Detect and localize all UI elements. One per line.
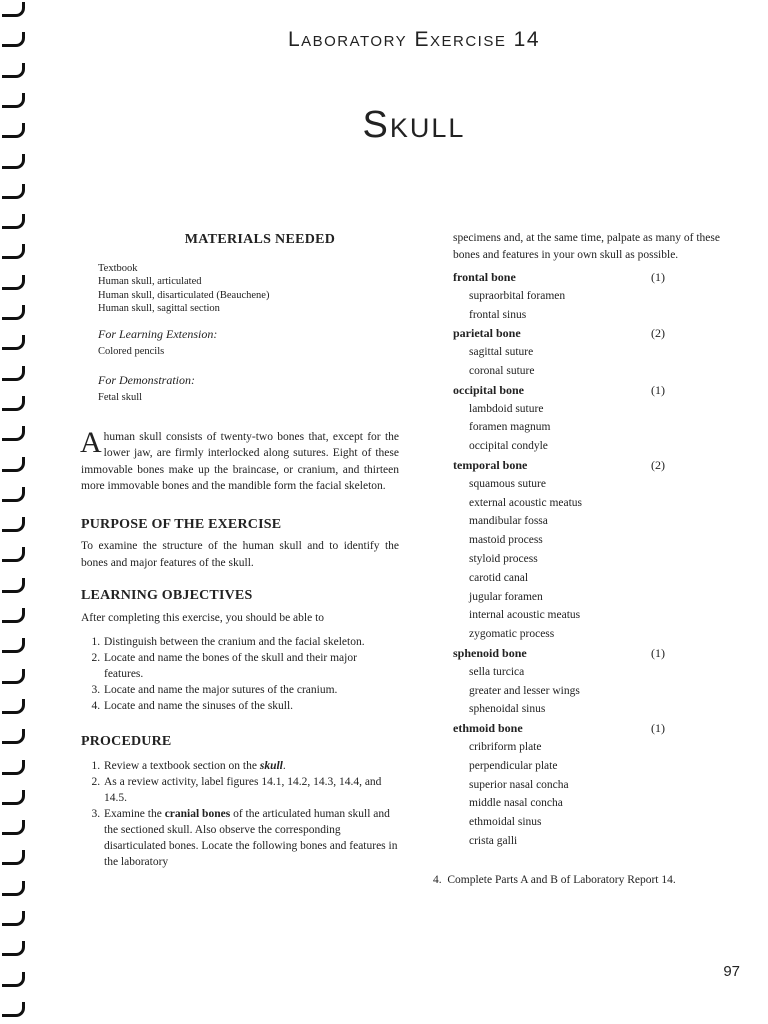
step-text: Complete Parts A and B of Laboratory Report 14.: [447, 874, 676, 886]
procedure-heading: PROCEDURE: [81, 734, 172, 749]
procedure-step-4: [433, 872, 743, 888]
binding-coil: [2, 850, 25, 865]
bone-group: [453, 644, 733, 719]
binding-coil: [2, 578, 25, 593]
bone-feature: perpendicular plate: [469, 759, 558, 772]
learning-extension-list: [98, 345, 399, 359]
bone-feature: mandibular fossa: [469, 515, 548, 528]
bone-feature: sella turcica: [469, 665, 525, 678]
binding-coil: [2, 2, 25, 17]
step-emphasis: skull: [259, 759, 283, 772]
bone-feature: sagittal suture: [469, 346, 534, 359]
binding-coil: [2, 396, 25, 411]
material-item: Textbook: [98, 262, 138, 274]
binding-coil: [2, 214, 25, 229]
bone-row: [453, 381, 733, 400]
bone-feature: internal acoustic meatus: [469, 609, 581, 622]
bone-count: (1): [651, 721, 665, 736]
procedure-step: [103, 758, 399, 774]
bone-feature: greater and lesser wings: [469, 684, 580, 697]
demonstration-list: [98, 391, 399, 405]
bone-feature: occipital condyle: [469, 440, 548, 453]
binding-coil: [2, 335, 25, 350]
binding-coil: [2, 881, 25, 896]
step-text: Review a textbook section on the: [104, 759, 260, 772]
left-column: [81, 232, 399, 870]
binding-coil: [2, 366, 25, 381]
bone-feature: crista galli: [469, 834, 518, 847]
bone-count: (1): [651, 645, 665, 660]
bone-name: temporal bone: [453, 457, 528, 472]
drop-cap: A: [80, 425, 102, 459]
bone-feature: cribriform plate: [469, 740, 542, 753]
binding-coil: [2, 790, 25, 805]
purpose-text: To examine the structure of the human skull and to identify the bones and major features of the skull.: [81, 540, 399, 569]
lab-exercise-title: Laboratory Exercise 14: [287, 28, 541, 51]
bone-row: [453, 268, 733, 287]
right-column: [453, 230, 733, 851]
objective-item: 4. Locate and name the sinuses of the skull.: [103, 698, 399, 714]
objectives-heading: LEARNING OBJECTIVES: [81, 588, 253, 603]
bone-feature: supraorbital foramen: [469, 289, 566, 302]
materials-heading: MATERIALS NEEDED: [184, 232, 336, 247]
bone-count: (2): [651, 457, 665, 472]
bone-feature: middle nasal concha: [469, 797, 563, 810]
bone-name: parietal bone: [453, 326, 521, 341]
bone-group: [453, 719, 733, 851]
bone-group: [453, 381, 733, 456]
intro-text: human skull consists of twenty-two bones that, except for the lower jaw, are firmly interlocked along sutures. Eight of these immovable bones make up the braincase, or cranium, and thirteen more immovable bones and the mandible form the facial skeleton.: [81, 430, 399, 492]
binding-coil: [2, 487, 25, 502]
materials-list: [98, 262, 399, 316]
bone-feature: styloid process: [469, 552, 538, 565]
binding-coil: [2, 457, 25, 472]
material-item: Colored pencils: [98, 346, 165, 357]
procedure-step: [103, 806, 399, 870]
binding-coil: [2, 154, 25, 169]
binding-coil: [2, 760, 25, 775]
learning-extension-label: For Learning Extension:: [98, 326, 218, 341]
bone-feature: jugular foramen: [469, 590, 543, 603]
binding-coil: [2, 729, 25, 744]
page-title: Skull: [362, 104, 466, 146]
bone-feature: lambdoid suture: [469, 402, 544, 415]
bone-row: [453, 644, 733, 663]
bone-list: [453, 268, 733, 851]
bone-row: [453, 719, 733, 738]
binding-coil: [2, 547, 25, 562]
objective-item: 1. Distinguish between the cranium and the facial skeleton.: [103, 634, 399, 650]
binding-coil: [2, 972, 25, 987]
material-item: Human skull, articulated: [98, 276, 202, 287]
demonstration-label: For Demonstration:: [98, 372, 195, 387]
binding-coil: [2, 608, 25, 623]
intro-paragraph: [80, 425, 399, 495]
step-text: .: [282, 759, 286, 772]
bone-feature: superior nasal concha: [469, 778, 569, 791]
objective-item: 3. Locate and name the major sutures of the cranium.: [103, 682, 399, 698]
binding-coil: [2, 941, 25, 956]
bone-name: frontal bone: [453, 270, 516, 284]
bone-feature: ethmoidal sinus: [469, 816, 542, 829]
binding-coil: [2, 638, 25, 653]
bone-row: [453, 456, 733, 475]
page-number: 97: [723, 963, 740, 980]
binding-coil: [2, 244, 25, 259]
bone-row: [453, 324, 733, 343]
bone-feature: carotid canal: [469, 571, 529, 584]
bone-feature: coronal suture: [469, 364, 535, 377]
binding-coil: [2, 911, 25, 926]
spiral-binding: [0, 0, 26, 1024]
binding-coil: [2, 517, 25, 532]
binding-coil: [2, 426, 25, 441]
procedure-step: 2. As a review activity, label figures 14.1, 14.2, 14.3, 14.4, and 14.5.: [103, 774, 399, 806]
bone-group: [453, 268, 733, 324]
bone-feature: external acoustic meatus: [469, 496, 583, 509]
bone-feature: frontal sinus: [469, 308, 527, 321]
binding-coil: [2, 63, 25, 78]
bone-group: [453, 456, 733, 644]
binding-coil: [2, 305, 25, 320]
step-text: of the articulated human skull and the sectioned skull. Also observe the corresponding disarticulated bones. Locate the following bones and features in the laboratory: [104, 807, 398, 868]
binding-coil: [2, 669, 25, 684]
binding-coil: [2, 820, 25, 835]
bone-feature: sphenoidal sinus: [469, 703, 546, 716]
bone-count: (1): [651, 382, 665, 397]
bone-count: (2): [651, 326, 665, 341]
procedure-list: [81, 758, 399, 870]
procedure-continuation: specimens and, at the same time, palpate as many of these bones and features in your own skull as possible.: [453, 232, 720, 261]
bone-name: occipital bone: [453, 382, 524, 397]
material-item: Fetal skull: [98, 392, 143, 403]
material-item: Human skull, sagittal section: [98, 303, 220, 314]
bone-feature: foramen magnum: [469, 421, 551, 434]
binding-coil: [2, 699, 25, 714]
binding-coil: [2, 275, 25, 290]
step-emphasis: cranial bones: [164, 807, 231, 820]
bone-name: ethmoid bone: [453, 721, 523, 736]
objectives-list: [81, 634, 399, 714]
bone-feature: mastoid process: [469, 534, 543, 547]
bone-feature: zygomatic process: [469, 628, 555, 641]
bone-group: [453, 324, 733, 380]
objective-item: 2. Locate and name the bones of the skull and their major features.: [103, 650, 399, 682]
bone-count: (1): [651, 270, 665, 284]
step-text: Examine the: [104, 807, 165, 820]
step-number: 4.: [433, 874, 448, 886]
material-item: Human skull, disarticulated (Beauchene): [98, 289, 270, 301]
objectives-intro: After completing this exercise, you should be able to: [81, 611, 325, 624]
binding-coil: [2, 184, 25, 199]
purpose-heading: PURPOSE OF THE EXERCISE: [81, 516, 282, 532]
binding-coil: [2, 1002, 25, 1017]
bone-feature: squamous suture: [469, 477, 546, 490]
bone-name: sphenoid bone: [453, 645, 527, 660]
